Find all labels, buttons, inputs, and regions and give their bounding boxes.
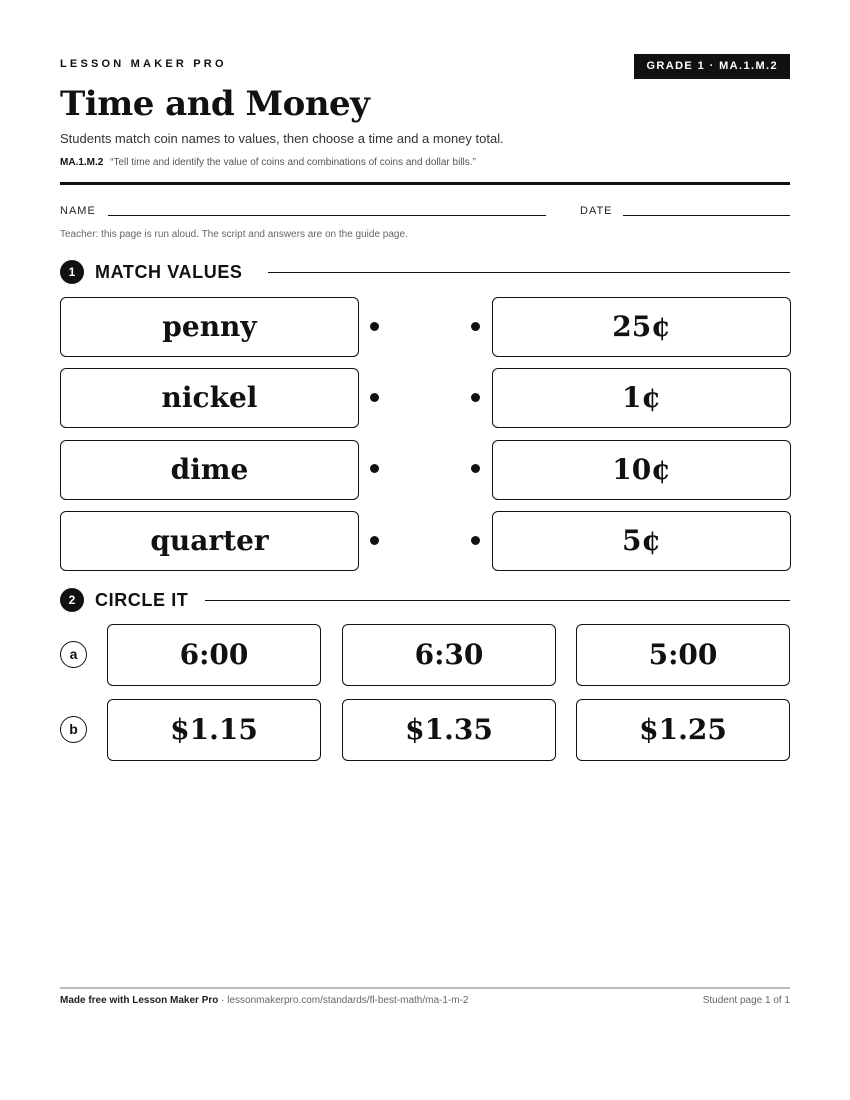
standard-code: MA.1.M.2 (60, 157, 104, 168)
money-option[interactable]: $1.25 (576, 699, 790, 761)
match-dot-left[interactable] (370, 322, 379, 331)
money-option[interactable]: $1.35 (342, 699, 556, 761)
row-letter: b (60, 716, 87, 743)
section-circle-it-header (60, 587, 790, 611)
match-dot-right[interactable] (471, 536, 480, 545)
section-match-values-header (60, 259, 790, 283)
match-dot-right[interactable] (471, 322, 480, 331)
page-indicator: Student page 1 of 1 (702, 995, 790, 1006)
match-value[interactable]: 25¢ (492, 297, 791, 357)
match-dot-right[interactable] (471, 464, 480, 473)
match-value[interactable]: 10¢ (492, 440, 791, 500)
section-rule (268, 272, 790, 273)
footer-credit: Made free with Lesson Maker Pro (60, 995, 219, 1006)
row-letter: a (60, 641, 87, 668)
grade-badge: GRADE 1 · MA.1.M.2 (634, 54, 790, 79)
teacher-note: Teacher: this page is run aloud. The script and answers are on the guide page. (60, 229, 408, 240)
name-label: NAME (60, 205, 96, 217)
match-dot-left[interactable] (370, 536, 379, 545)
section-rule (205, 600, 790, 601)
header-divider (60, 182, 790, 185)
date-field[interactable] (623, 215, 790, 216)
match-item-nickel[interactable]: nickel (60, 368, 359, 428)
standard-text: “Tell time and identify the value of coins and combinations of coins and dollar bills.” (110, 157, 476, 168)
footer (60, 995, 790, 1006)
match-item-quarter[interactable]: quarter (60, 511, 359, 571)
match-dot-left[interactable] (370, 464, 379, 473)
match-dot-right[interactable] (471, 393, 480, 402)
footer-url[interactable]: · lessonmakerpro.com/standards/fl-best-math/ma-1-m-2 (218, 995, 469, 1006)
time-option[interactable]: 5:00 (576, 624, 790, 686)
page-subtitle: Students match coin names to values, then choose a time and a money total. (60, 131, 504, 146)
match-dot-left[interactable] (370, 393, 379, 402)
footer-divider (60, 987, 790, 989)
worksheet-page (60, 0, 790, 1100)
section-title: MATCH VALUES (95, 262, 243, 282)
standard-line (60, 157, 476, 168)
match-item-penny[interactable]: penny (60, 297, 359, 357)
match-value[interactable]: 5¢ (492, 511, 791, 571)
section-number: 2 (60, 588, 84, 612)
section-title: CIRCLE IT (95, 590, 189, 610)
match-item-dime[interactable]: dime (60, 440, 359, 500)
brand-name: LESSON MAKER PRO (60, 58, 227, 70)
money-option[interactable]: $1.15 (107, 699, 321, 761)
time-option[interactable]: 6:00 (107, 624, 321, 686)
match-value[interactable]: 1¢ (492, 368, 791, 428)
time-option[interactable]: 6:30 (342, 624, 556, 686)
name-field[interactable] (108, 215, 546, 216)
page-title: Time and Money (60, 84, 370, 124)
date-label: DATE (580, 205, 613, 217)
name-date-row (60, 205, 790, 219)
section-number: 1 (60, 260, 84, 284)
